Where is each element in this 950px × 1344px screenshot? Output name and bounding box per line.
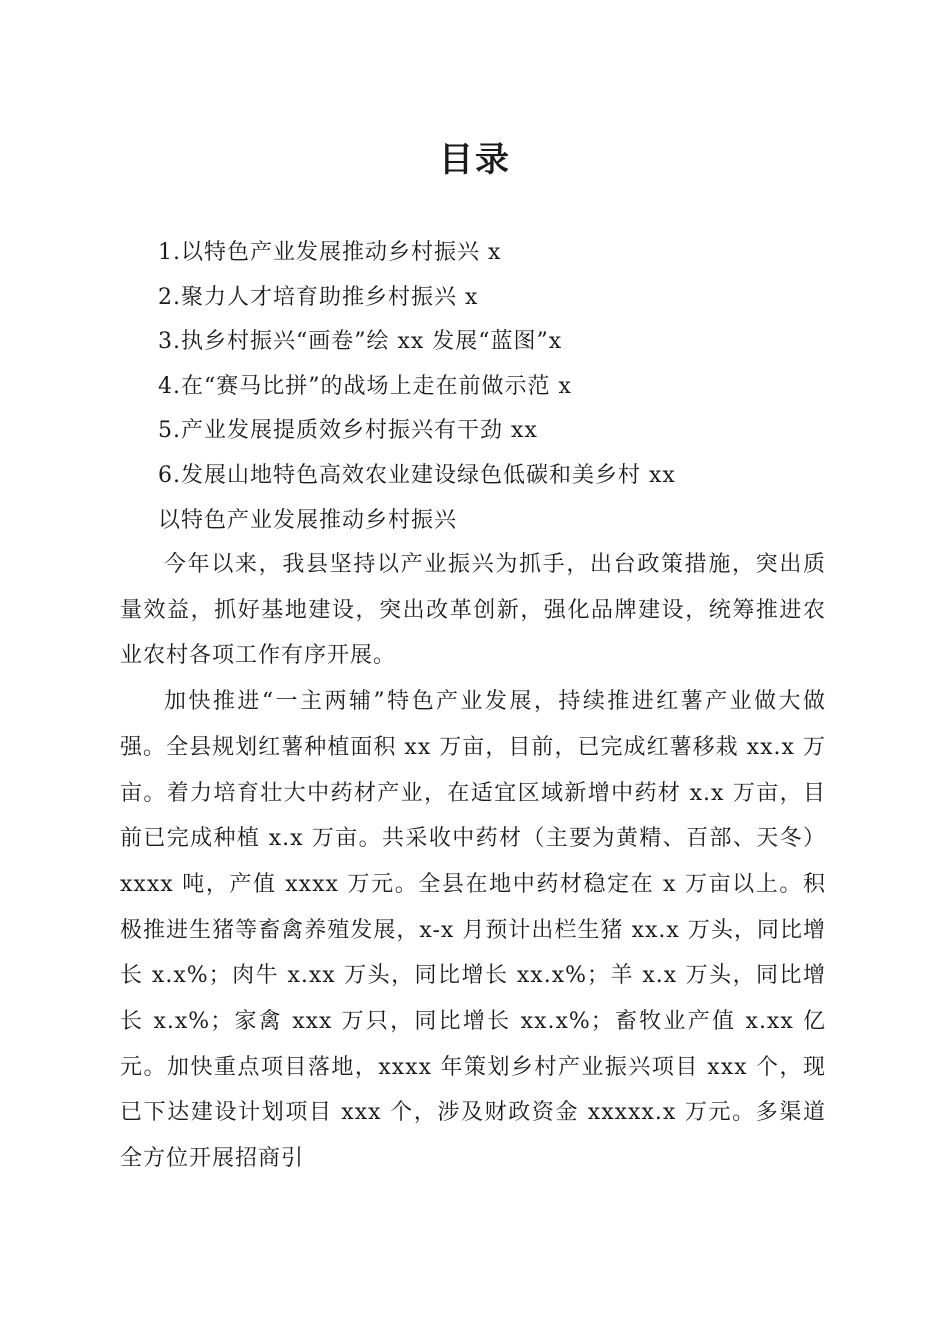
- toc-item: 5.产业发展提质效乡村振兴有干劲 xx: [158, 418, 538, 443]
- body-text: [120, 542, 826, 1182]
- toc-item: 2.聚力人才培育助推乡村振兴 x: [158, 284, 479, 310]
- toc-item: 6.发展山地特色高效农业建设绿色低碳和美乡村 xx: [158, 462, 676, 488]
- toc-item: 1.以特色产业发展推动乡村振兴 x: [158, 240, 502, 265]
- toc-item: 4.在“赛马比拼”的战场上走在前做示范 x: [158, 373, 572, 399]
- paragraph: 今年以来，我县坚持以产业振兴为抓手，出台政策措施，突出质量效益，抓好基地建设，突出改革创新，强化品牌建设，统筹推进农业农村各项工作有序开展。: [120, 552, 826, 669]
- paragraph: 加快推进“一主两辅”特色产业发展，持续推进红薯产业做大做强。全县规划红薯种植面积 xx 万亩，目前，已完成红薯移栽 xx.x 万亩。着力培育壮大中药材产业，在适宜区域新增中药材 x.x 万亩，目前已完成种植 x.x 万亩。共采收中药材（主要为黄精、百部、天冬）xxxx 吨，产值 xxxx 万元。全县在地中药材稳定在 x 万亩以上。积极推进生猪等畜禽养殖发展，x-x 月预计出栏生猪 xx.x 万头，同比增长 x.x%；肉牛 x.xx 万头，同比增长 xx.x%；羊 x.x 万头，同比增长 x.x%；家禽 xxx 万只，同比增长 xx.x%；畜牧业产值 x.xx 亿元。加快重点项目落地，xxxx 年策划乡村产业振兴项目 xxx 个，现已下达建设计划项目 xxx 个，涉及财政资金 xxxxx.x 万元。多渠道全方位开展招商引: [120, 689, 826, 1172]
- page-title: 目录: [439, 140, 511, 180]
- section-heading: 以特色产业发展推动乡村振兴: [158, 508, 458, 533]
- toc-item: 3.执乡村振兴“画卷”绘 xx 发展“蓝图”x: [158, 329, 563, 354]
- table-of-contents: [158, 231, 858, 498]
